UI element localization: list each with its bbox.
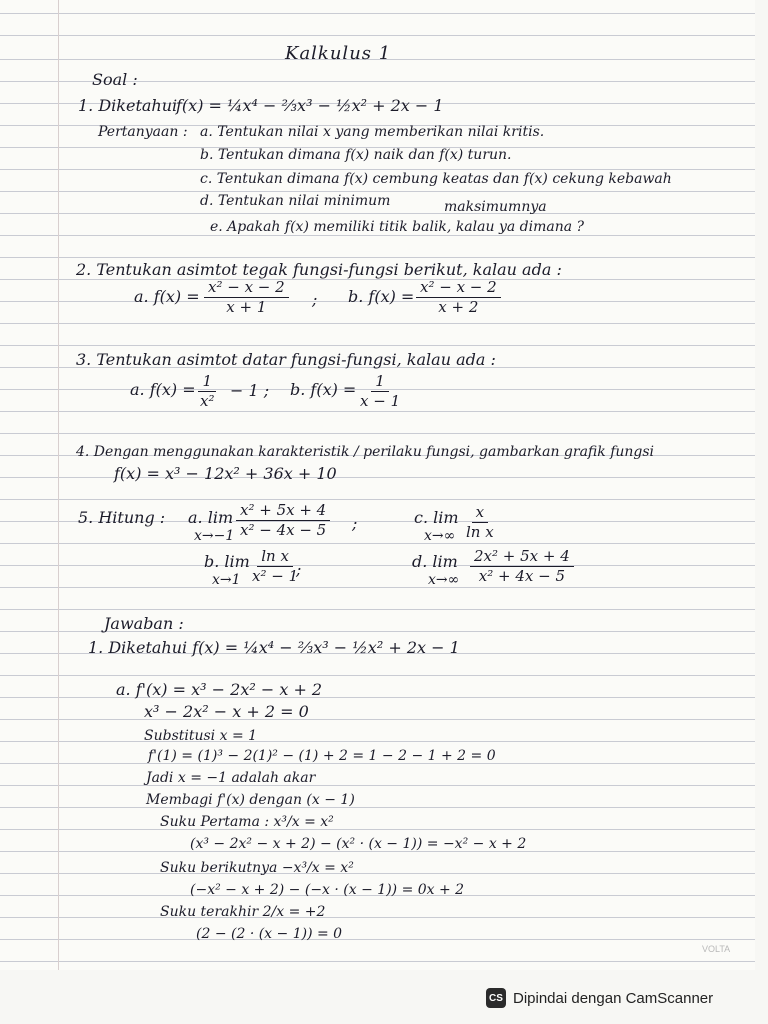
q1-part-e: e. Apakah f(x) memiliki titik balik, kalau ya dimana ? bbox=[210, 219, 585, 235]
q5-a-subscript: x→−1 bbox=[194, 528, 235, 544]
q5-b-label: b. lim bbox=[204, 552, 250, 571]
jawaban-line-4: Substitusi x = 1 bbox=[144, 728, 258, 744]
q2-b-fraction bbox=[416, 279, 501, 316]
q5-d-numerator: 2x² + 5x + 4 bbox=[470, 548, 574, 567]
q1-function: f(x) = ¼x⁴ − ⅔x³ − ½x² + 2x − 1 bbox=[176, 96, 444, 115]
jawaban-line-2: a. f'(x) = x³ − 2x² − x + 2 bbox=[116, 680, 323, 699]
q1-pertanyaan-label: Pertanyaan : bbox=[98, 124, 188, 140]
q5-a-separator: ; bbox=[352, 514, 358, 533]
jawaban-line-6: Jadi x = −1 adalah akar bbox=[146, 770, 316, 786]
q5-c-label: c. lim bbox=[414, 508, 459, 527]
q3-b-fraction bbox=[356, 373, 404, 410]
q1-part-a: a. Tentukan nilai x yang memberikan nilai kritis. bbox=[200, 124, 545, 140]
jawaban-line-7: Membagi f'(x) dengan (x − 1) bbox=[146, 792, 355, 808]
q3-a-tail: − 1 ; bbox=[230, 381, 270, 400]
q1-part-c: c. Tentukan dimana f(x) cembung keatas dan f(x) cekung kebawah bbox=[200, 171, 672, 187]
q5-a-label: a. lim bbox=[188, 508, 234, 527]
q5-b-denominator: x² − 1 bbox=[252, 567, 299, 585]
jawaban-line-3: x³ − 2x² − x + 2 = 0 bbox=[144, 702, 309, 721]
q4-line2: f(x) = x³ − 12x² + 36x + 10 bbox=[114, 464, 337, 483]
camscanner-badge bbox=[486, 988, 713, 1008]
q1-part-d-line1: d. Tentukan nilai minimum bbox=[200, 193, 391, 209]
q3-a-label: a. f(x) = bbox=[130, 380, 196, 399]
q2-b-numerator: x² − x − 2 bbox=[416, 279, 501, 298]
q5-c-numerator: x bbox=[472, 504, 488, 523]
jawaban-line-9: (x³ − 2x² − x + 2) − (x² · (x − 1)) = −x² − x + 2 bbox=[190, 836, 527, 852]
q5-b-separator: ; bbox=[296, 560, 302, 579]
q5-c-fraction bbox=[462, 504, 498, 541]
q5-a-fraction bbox=[236, 502, 330, 539]
jawaban-line-1: 1. Diketahui f(x) = ¼x⁴ − ⅔x³ − ½x² + 2x − 1 bbox=[88, 638, 460, 657]
q3-b-denominator: x − 1 bbox=[360, 392, 401, 410]
page-title: Kalkulus 1 bbox=[285, 43, 392, 64]
q2-b-denominator: x + 2 bbox=[438, 298, 479, 316]
q5-label: 5. Hitung : bbox=[78, 508, 166, 527]
q2-a-label: a. f(x) = bbox=[134, 287, 200, 306]
paper-watermark: VOLTA bbox=[702, 944, 731, 954]
jawaban-label: Jawaban : bbox=[104, 614, 184, 633]
jawaban-line-5: f'(1) = (1)³ − 2(1)² − (1) + 2 = 1 − 2 − 1 + 2 = 0 bbox=[148, 748, 496, 764]
q2-text: 2. Tentukan asimtot tegak fungsi-fungsi berikut, kalau ada : bbox=[76, 260, 562, 279]
q3-b-label: b. f(x) = bbox=[290, 380, 357, 399]
q5-b-numerator: ln x bbox=[257, 548, 293, 567]
jawaban-line-10: Suku berikutnya −x³/x = x² bbox=[160, 860, 354, 876]
jawaban-line-12: Suku terakhir 2/x = +2 bbox=[160, 904, 326, 920]
q5-c-subscript: x→∞ bbox=[424, 528, 456, 544]
jawaban-line-8: Suku Pertama : x³/x = x² bbox=[160, 814, 334, 830]
q3-a-numerator: 1 bbox=[198, 373, 216, 392]
soal-label: Soal : bbox=[92, 70, 138, 89]
q2-a-denominator: x + 1 bbox=[226, 298, 267, 316]
q5-a-denominator: x² − 4x − 5 bbox=[240, 521, 327, 539]
q1-part-d-line2: maksimumnya bbox=[444, 199, 547, 215]
q5-a-numerator: x² + 5x + 4 bbox=[236, 502, 330, 521]
q5-d-fraction bbox=[470, 548, 574, 585]
q3-a-fraction bbox=[196, 373, 218, 410]
q2-separator: ; bbox=[312, 290, 318, 309]
jawaban-line-11: (−x² − x + 2) − (−x · (x − 1)) = 0x + 2 bbox=[190, 882, 465, 898]
q1-intro: 1. Diketahui bbox=[78, 96, 178, 115]
q5-d-label: d. lim bbox=[412, 552, 458, 571]
jawaban-line-13: (2 − (2 · (x − 1)) = 0 bbox=[196, 926, 343, 942]
q5-c-denominator: ln x bbox=[466, 523, 494, 541]
q2-a-numerator: x² − x − 2 bbox=[204, 279, 289, 298]
q3-text: 3. Tentukan asimtot datar fungsi-fungsi, kalau ada : bbox=[76, 350, 496, 369]
q5-b-subscript: x→1 bbox=[212, 572, 241, 588]
q2-a-fraction bbox=[204, 279, 289, 316]
q5-d-subscript: x→∞ bbox=[428, 572, 460, 588]
q3-b-numerator: 1 bbox=[371, 373, 389, 392]
q5-d-denominator: x² + 4x − 5 bbox=[478, 567, 565, 585]
q4-line1: 4. Dengan menggunakan karakteristik / perilaku fungsi, gambarkan grafik fungsi bbox=[76, 444, 655, 460]
q3-a-denominator: x² bbox=[200, 392, 215, 410]
camscanner-text: Dipindai dengan CamScanner bbox=[513, 989, 714, 1007]
camscanner-icon: CS bbox=[486, 988, 506, 1008]
q1-part-b: b. Tentukan dimana f(x) naik dan f(x) turun. bbox=[200, 147, 512, 163]
q5-b-fraction bbox=[248, 548, 302, 585]
q2-b-label: b. f(x) = bbox=[348, 287, 415, 306]
